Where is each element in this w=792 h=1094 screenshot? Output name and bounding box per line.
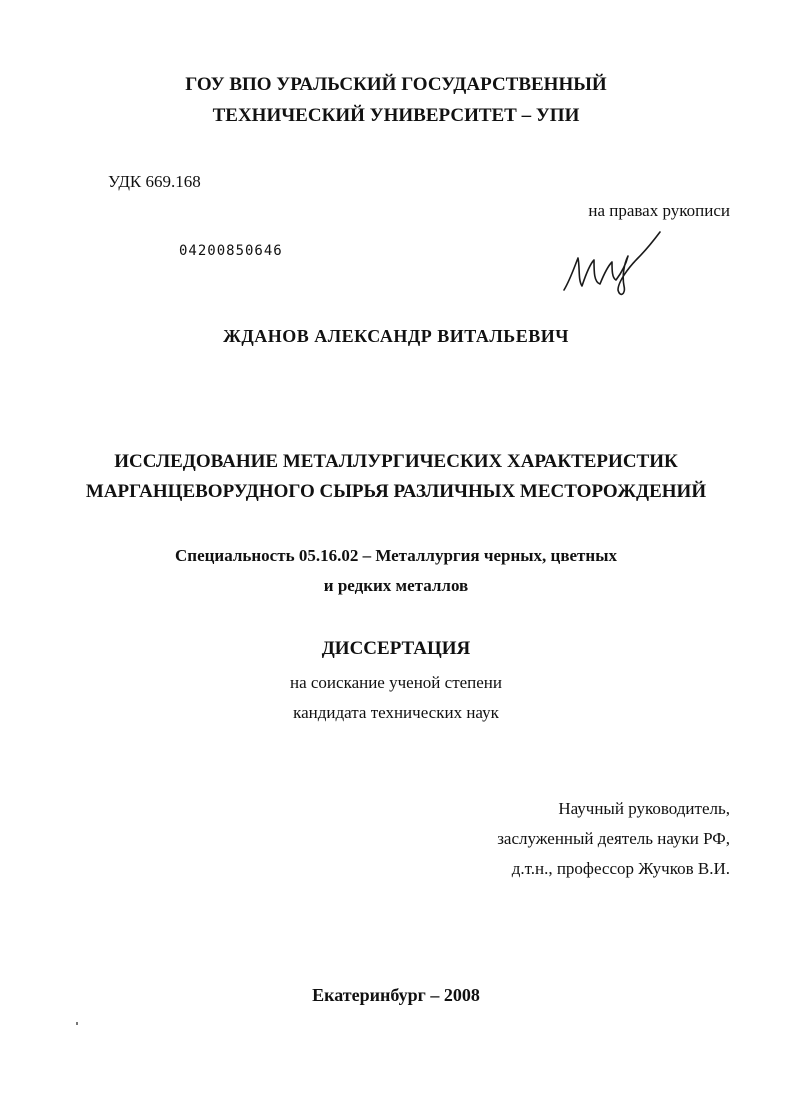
dissertation-heading: ДИССЕРТАЦИЯ (321, 638, 471, 659)
university-name-line2: ТЕХНИЧЕСКИЙ УНИВЕРСИТЕТ – УПИ (212, 105, 580, 126)
supervisor-label: Научный руководитель, (558, 799, 730, 818)
thesis-title-line1: ИССЛЕДОВАНИЕ МЕТАЛЛУРГИЧЕСКИХ ХАРАКТЕРИСТИК (114, 451, 678, 472)
thesis-title-line2: МАРГАНЦЕВОРУДНОГО СЫРЬЯ РАЗЛИЧНЫХ МЕСТОРОЖДЕНИЙ (85, 481, 707, 502)
degree-line1: на соискание ученой степени (289, 673, 503, 692)
supervisor-name: д.т.н., профессор Жучков В.И. (511, 859, 730, 878)
scan-speck (76, 1022, 78, 1025)
archive-number: 04200850646 (179, 243, 283, 259)
udk-code: УДК 669.168 (108, 172, 201, 191)
signature-icon (558, 228, 668, 298)
specialty-line1: Специальность 05.16.02 – Металлургия черных, цветных (175, 546, 617, 565)
degree-line2: кандидата технических наук (293, 703, 499, 722)
city-year: Екатеринбург – 2008 (312, 985, 480, 1005)
specialty-line2: и редких металлов (323, 576, 469, 595)
university-name-line1: ГОУ ВПО УРАЛЬСКИЙ ГОСУДАРСТВЕННЫЙ (185, 74, 607, 95)
supervisor-title: заслуженный деятель науки РФ, (497, 829, 730, 848)
manuscript-rights-note: на правах рукописи (588, 201, 730, 220)
author-name: ЖДАНОВ АЛЕКСАНДР ВИТАЛЬЕВИЧ (223, 326, 569, 346)
